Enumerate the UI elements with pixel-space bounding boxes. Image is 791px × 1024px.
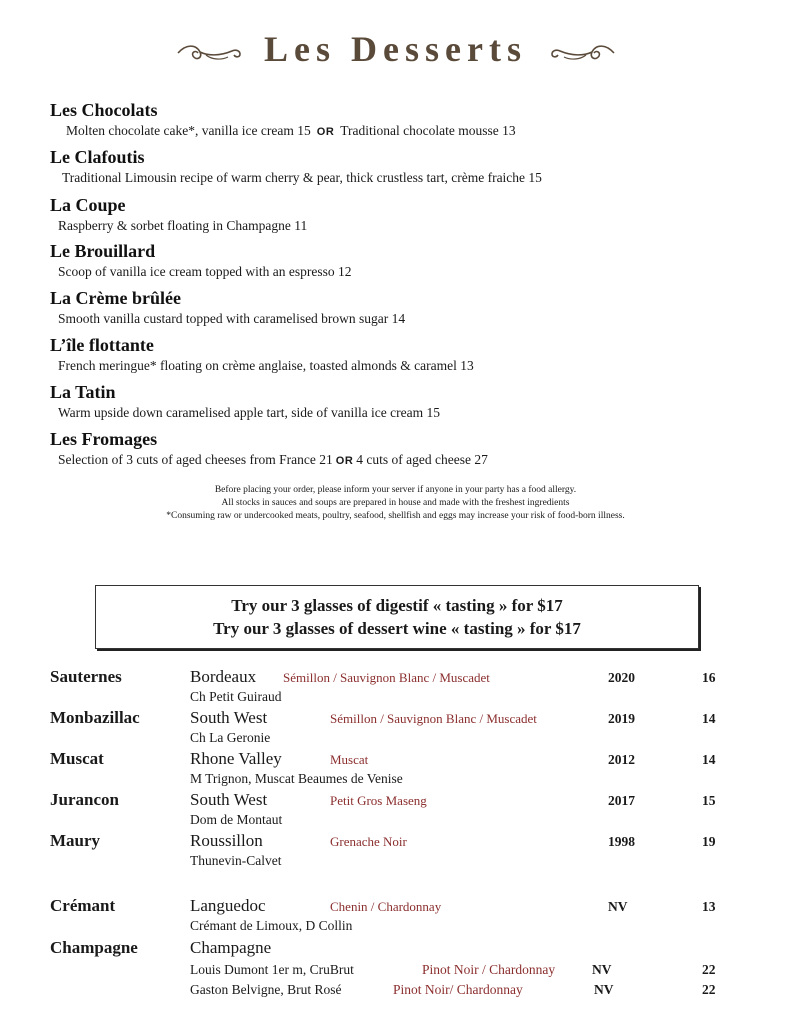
note-line: All stocks in sauces and soups are prepared in house and made with the freshest ingredients [221,498,570,508]
wine-region: Bordeaux [190,667,257,686]
dessert-option: Traditional chocolate mousse 13 [340,123,516,138]
wine-vintage: 1998 [608,834,635,849]
dessert-item [50,382,750,422]
note-line: Before placing your order, please inform your server if anyone in your party has a food allergy. [214,485,577,495]
wine-grape: Chenin / Chardonnay [330,899,442,914]
wine-price: 13 [702,899,716,914]
dessert-description: Warm upside down caramelised apple tart, side of vanilla ice cream 15 [58,405,441,420]
wine-vintage: 2017 [608,793,635,808]
champagne-item [190,962,730,980]
dessert-item [50,288,750,328]
tasting-offer-box [95,585,699,649]
wine-producer: Gaston Belvigne, Brut Rosé [190,982,342,997]
wine-grape: Sémillon / Sauvignon Blanc / Muscadet [330,711,537,726]
wine-name: Muscat [50,749,104,768]
wine-price: 16 [702,670,716,685]
wine-producer: Thunevin-Calvet [190,853,282,868]
wine-vintage: NV [592,962,612,977]
wine-producer: M Trignon, Muscat Beaumes de Venise [190,771,403,786]
dessert-name: Les Fromages [50,429,158,449]
wine-name: Champagne [50,938,138,957]
dessert-item [50,241,750,281]
wine-price: 22 [702,982,716,997]
dessert-description: French meringue* floating on crème anglaise, toasted almonds & caramel 13 [58,358,474,373]
wine-producer: Louis Dumont 1er m, CruBrut [190,962,354,977]
dessert-item [50,100,750,141]
wine-price: 15 [702,793,716,808]
dessert-name: Le Clafoutis [50,147,145,167]
dessert-option: Selection of 3 cuts of aged cheeses from France 21 [58,452,333,467]
wine-name: Sauternes [50,667,122,686]
dessert-option: Molten chocolate cake*, vanilla ice cream 15 [66,123,311,138]
dessert-description: Traditional Limousin recipe of warm cherry & pear, thick crustless tart, crème fraiche 15 [62,170,542,185]
wine-grape: Pinot Noir / Chardonnay [422,962,556,977]
dessert-item [50,335,750,375]
dessert-description: Raspberry & sorbet floating in Champagne 11 [58,218,308,233]
tasting-offer-line: Try our 3 glasses of dessert wine « tasting » for $17 [213,619,581,638]
allergy-notes [0,484,791,523]
wine-producer: Dom de Montaut [190,812,283,827]
dessert-description: Smooth vanilla custard topped with caramelised brown sugar 14 [58,311,406,326]
wine-grape: Muscat [330,752,369,767]
dessert-description [50,122,750,141]
wine-vintage: NV [594,982,614,997]
dessert-name: L’île flottante [50,335,154,355]
wine-producer: Ch Petit Guiraud [190,689,282,704]
wine-region: South West [190,790,268,809]
tasting-offer-line: Try our 3 glasses of digestif « tasting » for $17 [231,596,563,615]
dessert-name: La Tatin [50,382,116,402]
dessert-option: 4 cuts of aged cheese 27 [356,452,488,467]
dessert-item [50,429,750,470]
dessert-item [50,147,750,187]
dessert-item [50,195,750,235]
wine-vintage: 2019 [608,711,635,726]
wine-name: Crémant [50,896,116,915]
menu-header [0,28,791,72]
champagne-item [190,982,730,1000]
wine-price: 19 [702,834,716,849]
note-line: *Consuming raw or undercooked meats, poultry, seafood, shellfish and eggs may increase your risk of food-born illness. [166,511,625,521]
wine-grape: Grenache Noir [330,834,407,849]
or-separator: OR [335,455,354,467]
wine-grape: Pinot Noir/ Chardonnay [393,982,523,997]
wine-name: Monbazillac [50,708,140,727]
wine-region: South West [190,708,268,727]
wine-grape: Petit Gros Maseng [330,793,427,808]
dessert-name: Les Chocolats [50,100,158,120]
wine-price: 14 [702,711,716,726]
wine-name: Maury [50,831,101,850]
wine-vintage: 2020 [608,670,635,685]
wine-vintage: NV [608,899,628,914]
wine-producer: Ch La Geronie [190,730,271,745]
wine-region: Champagne [190,938,272,957]
wine-region: Languedoc [190,896,266,915]
wine-vintage: 2012 [608,752,635,767]
dessert-name: La Coupe [50,195,126,215]
dessert-name: La Crème brûlée [50,288,181,308]
dessert-description [50,451,750,470]
wine-region: Roussillon [190,831,263,850]
wine-grape: Sémillon / Sauvignon Blanc / Muscadet [283,670,490,685]
dessert-name: Le Brouillard [50,241,156,261]
wine-price: 14 [702,752,716,767]
or-separator: OR [316,126,335,138]
wine-price: 22 [702,962,716,977]
dessert-description: Scoop of vanilla ice cream topped with an espresso 12 [58,264,352,279]
wine-region: Rhone Valley [190,749,282,768]
wine-producer: Crémant de Limoux, D Collin [190,918,353,933]
wine-name: Jurancon [50,790,119,809]
page-title: Les Desserts [264,29,527,69]
scroll-flourish-icon [550,42,616,64]
